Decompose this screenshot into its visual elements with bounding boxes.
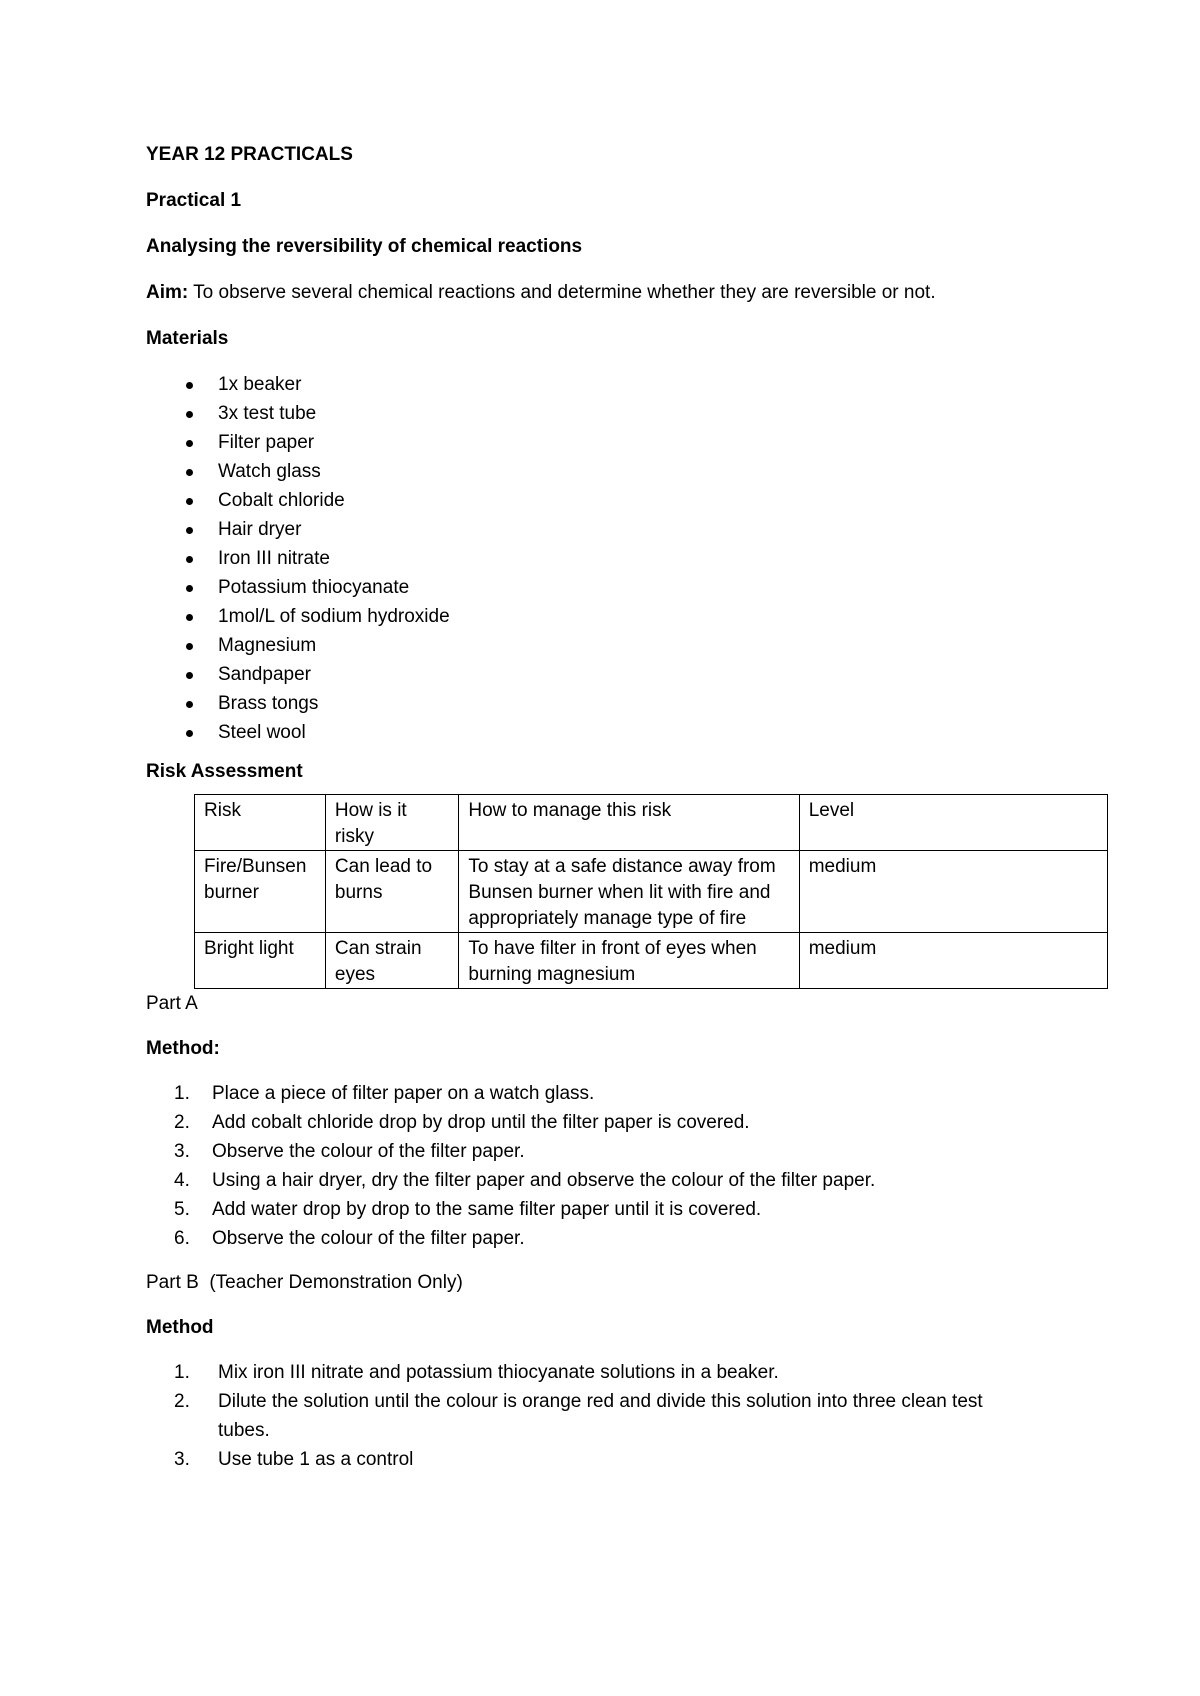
step-number: 3. [174, 1449, 190, 1470]
step-text: Add water drop by drop to the same filter paper until it is covered. [212, 1199, 762, 1220]
method-b-heading: Method [146, 1317, 214, 1338]
table-cell: medium [799, 933, 1107, 989]
list-item [146, 1445, 1106, 1474]
material-text: 3x test tube [218, 403, 317, 424]
list-item [146, 428, 1106, 457]
material-text: Cobalt chloride [218, 490, 345, 511]
step-text: Using a hair dryer, dry the filter paper and observe the colour of the filter paper. [212, 1170, 876, 1191]
part-b-label: Part B (Teacher Demonstration Only) [146, 1272, 463, 1293]
material-text: Sandpaper [218, 664, 311, 685]
table-header-cell: How to manage this risk [459, 795, 799, 851]
list-item [146, 602, 1106, 631]
table-header-cell: Level [799, 795, 1107, 851]
step-text: Observe the colour of the filter paper. [212, 1141, 525, 1162]
table-header-row [195, 795, 1108, 851]
document-page [146, 140, 1106, 1489]
list-item [146, 573, 1106, 602]
table-cell: Can strain eyes [325, 933, 458, 989]
material-text: Potassium thiocyanate [218, 577, 410, 598]
step-number: 6. [174, 1228, 190, 1249]
step-number: 1. [174, 1362, 190, 1383]
material-text: Hair dryer [218, 519, 302, 540]
material-text: Brass tongs [218, 693, 319, 714]
step-number: 3. [174, 1141, 190, 1162]
risk-assessment-table [194, 794, 1108, 989]
list-item [146, 718, 1106, 747]
list-item [146, 370, 1106, 399]
list-item [146, 457, 1106, 486]
bullet-icon [186, 672, 193, 679]
table-header-cell: Risk [195, 795, 326, 851]
materials-list [146, 370, 1106, 747]
step-text: Mix iron III nitrate and potassium thiocyanate solutions in a beaker. [218, 1362, 779, 1383]
list-item [146, 1387, 1106, 1445]
table-cell: To have filter in front of eyes when burning magnesium [459, 933, 799, 989]
document-title: YEAR 12 PRACTICALS [146, 144, 353, 165]
step-text: Observe the colour of the filter paper. [212, 1228, 525, 1249]
material-text: Magnesium [218, 635, 317, 656]
bullet-icon [186, 730, 193, 737]
list-item [146, 1166, 1106, 1195]
table-cell: Can lead to burns [325, 851, 458, 933]
step-number: 5. [174, 1199, 190, 1220]
step-text: Use tube 1 as a control [218, 1449, 414, 1470]
method-a-list [146, 1079, 1106, 1253]
material-text: 1x beaker [218, 374, 302, 395]
bullet-icon [186, 440, 193, 447]
list-item [146, 1358, 1106, 1387]
material-text: Iron III nitrate [218, 548, 330, 569]
aim-text: To observe several chemical reactions and determine whether they are reversible or not. [188, 282, 936, 303]
method-b-list [146, 1358, 1106, 1474]
bullet-icon [186, 701, 193, 708]
list-item [146, 1195, 1106, 1224]
material-text: Steel wool [218, 722, 306, 743]
bullet-icon [186, 614, 193, 621]
list-item [146, 1079, 1106, 1108]
list-item [146, 689, 1106, 718]
bullet-icon [186, 643, 193, 650]
table-row [195, 933, 1108, 989]
bullet-icon [186, 556, 193, 563]
table-cell: Fire/Bunsen burner [195, 851, 326, 933]
step-text: Add cobalt chloride drop by drop until the filter paper is covered. [212, 1112, 750, 1133]
materials-heading: Materials [146, 328, 229, 349]
material-text: 1mol/L of sodium hydroxide [218, 606, 450, 627]
step-text: Dilute the solution until the colour is orange red and divide this solution into three clean test tubes. [218, 1391, 983, 1441]
material-text: Watch glass [218, 461, 321, 482]
list-item [146, 631, 1106, 660]
list-item [146, 515, 1106, 544]
aim-label: Aim: [146, 282, 189, 303]
risk-assessment-heading: Risk Assessment [146, 761, 303, 782]
step-text: Place a piece of filter paper on a watch glass. [212, 1083, 595, 1104]
table-cell: medium [799, 851, 1107, 933]
list-item [146, 660, 1106, 689]
practical-subtitle: Analysing the reversibility of chemical reactions [146, 236, 583, 257]
table-header-cell: How is it risky [325, 795, 458, 851]
step-number: 2. [174, 1391, 190, 1412]
bullet-icon [186, 585, 193, 592]
table-cell: To stay at a safe distance away from Bunsen burner when lit with fire and appropriately manage type of fire [459, 851, 799, 933]
method-a-heading: Method: [146, 1038, 220, 1059]
table-cell: Bright light [195, 933, 326, 989]
list-item [146, 1108, 1106, 1137]
step-number: 2. [174, 1112, 190, 1133]
list-item [146, 486, 1106, 515]
list-item [146, 1224, 1106, 1253]
aim-paragraph [146, 278, 1106, 307]
practical-number: Practical 1 [146, 190, 242, 211]
bullet-icon [186, 469, 193, 476]
part-a-label: Part A [146, 993, 198, 1014]
step-number: 1. [174, 1083, 190, 1104]
list-item [146, 399, 1106, 428]
list-item [146, 544, 1106, 573]
bullet-icon [186, 382, 193, 389]
bullet-icon [186, 498, 193, 505]
step-number: 4. [174, 1170, 190, 1191]
bullet-icon [186, 411, 193, 418]
material-text: Filter paper [218, 432, 315, 453]
list-item [146, 1137, 1106, 1166]
bullet-icon [186, 527, 193, 534]
table-row [195, 851, 1108, 933]
